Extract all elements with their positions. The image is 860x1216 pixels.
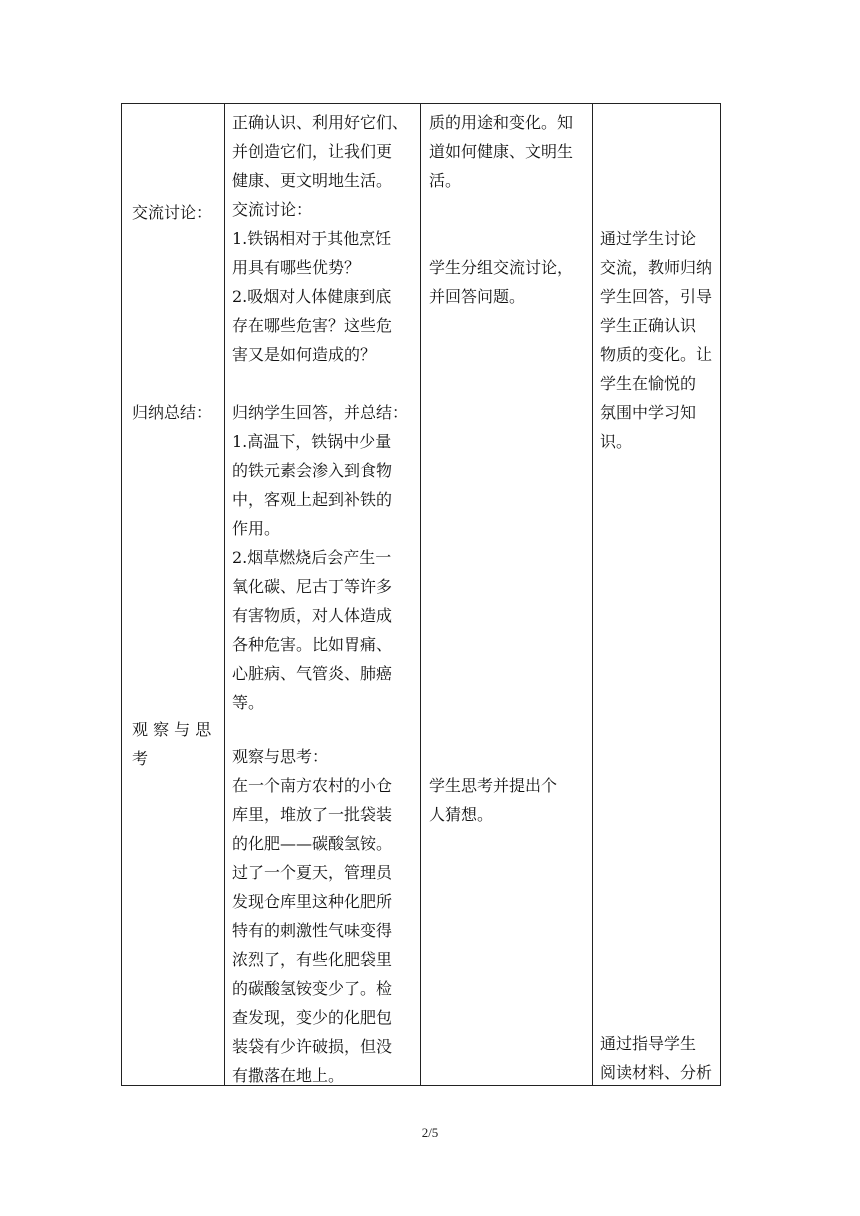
text-line: 有撒落在地上。: [232, 1066, 345, 1085]
label-observe: [132, 715, 211, 773]
text-line: 的铁元素会渗入到食物: [232, 461, 393, 480]
text-line: 人猜想。: [429, 805, 494, 824]
text-line: 用具有哪些优势？: [232, 258, 361, 277]
text-line: 学生正确认识: [600, 316, 697, 335]
text-line: 查发现，变少的化肥包: [232, 1008, 393, 1027]
text-line: 发现仓库里这种化肥所: [232, 892, 393, 911]
text-line: 识。: [600, 432, 633, 451]
student-intro: [429, 108, 573, 195]
text-line: 学生在愉悦的: [600, 374, 697, 393]
text-line: 交流，教师归纳: [600, 258, 713, 277]
teacher-summary: [232, 398, 408, 717]
label-summary: 归纳总结：: [132, 403, 213, 422]
intent-discussion: [600, 224, 712, 456]
text-line: 有害物质，对人体造成: [232, 606, 393, 625]
text-line: 道如何健康、文明生: [429, 142, 574, 161]
column-divider: [420, 104, 421, 1085]
text-line: 2.吸烟对人体健康到底: [232, 287, 392, 306]
text-line: 装袋有少许破损，但没: [232, 1037, 393, 1056]
text-line: 氛围中学习知: [600, 403, 697, 422]
text-line: 氧化碳、尼古丁等许多: [232, 577, 393, 596]
text-line: 各种危害。比如胃痛、: [232, 635, 393, 654]
text-line: 健康、更文明地生活。: [232, 171, 393, 190]
text-line: 库里，堆放了一批袋装: [232, 805, 393, 824]
text-line: 心脏病、气管炎、肺癌: [232, 664, 393, 683]
text-line: 并创造它们，让我们更: [232, 142, 393, 161]
text-line: 的化肥——碳酸氢铵。: [232, 834, 393, 853]
text-line: 存在哪些危害？这些危: [232, 316, 393, 335]
text-line: 正确认识、利用好它们、: [232, 113, 409, 132]
text-line: 学生分组交流讨论，: [429, 258, 574, 277]
text-line: 中，客观上起到补铁的: [232, 490, 393, 509]
text-line: 学生思考并提出个: [429, 776, 558, 795]
text-line: 考: [132, 749, 149, 768]
discussion-heading: 交流讨论：: [232, 200, 313, 219]
text-line: 2.烟草燃烧后会产生一: [232, 548, 392, 567]
observe-heading: 观察与思考：: [232, 747, 329, 766]
text-line: 质的用途和变化。知: [429, 113, 574, 132]
text-line: 作用。: [232, 519, 281, 538]
text-line: 过了一个夏天，管理员: [232, 863, 393, 882]
student-discussion: [429, 253, 573, 311]
text-line: 通过指导学生: [600, 1034, 697, 1053]
text-line: 阅读材料、分析: [600, 1063, 713, 1082]
text-line: 通过学生讨论: [600, 229, 697, 248]
page-number: 2/5: [421, 1125, 439, 1140]
text-line: 害又是如何造成的？: [232, 345, 377, 364]
text-line: 1.铁锅相对于其他烹饪: [232, 229, 392, 248]
text-line: 1.高温下，铁锅中少量: [232, 432, 392, 451]
teacher-discussion: [232, 195, 392, 369]
label-discussion: 交流讨论：: [132, 203, 213, 222]
teacher-observe: [232, 742, 392, 1090]
column-divider: [592, 104, 593, 1085]
text-line: 物质的变化。让: [600, 345, 713, 364]
text-line: 并回答问题。: [429, 287, 526, 306]
student-observe: [429, 771, 557, 829]
text-line: 的碳酸氢铵变少了。检: [232, 979, 393, 998]
text-line: 活。: [429, 171, 462, 190]
text-line: 等。: [232, 693, 265, 712]
intent-observe: [600, 1029, 712, 1087]
column-divider: [224, 104, 225, 1085]
text-line: 观 察 与 思: [132, 720, 212, 739]
teacher-intro: [232, 108, 408, 195]
text-line: 浓烈了，有些化肥袋里: [232, 950, 393, 969]
lesson-table: [121, 103, 721, 1086]
summary-heading: 归纳学生回答，并总结：: [232, 403, 409, 422]
text-line: 在一个南方农村的小仓: [232, 776, 393, 795]
text-line: 特有的刺激性气味变得: [232, 921, 393, 940]
text-line: 学生回答，引导: [600, 287, 713, 306]
